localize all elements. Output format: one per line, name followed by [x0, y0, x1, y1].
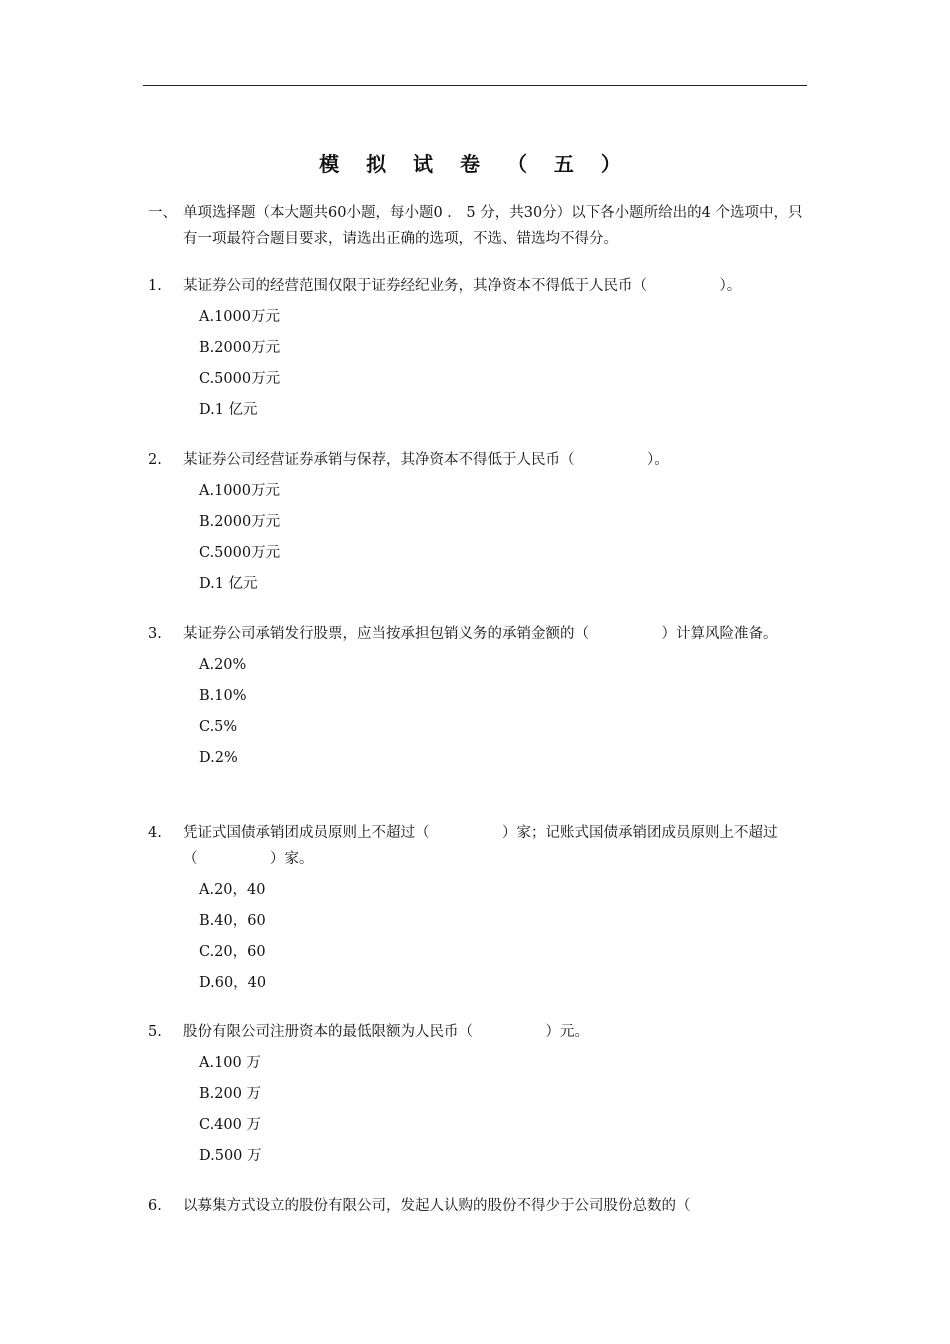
option-c: C.20，60: [199, 944, 266, 960]
option-b: B.2000万元: [199, 340, 281, 356]
option-b: B.200 万: [199, 1086, 262, 1102]
question-4: [148, 820, 810, 999]
question-number: 5.: [148, 1024, 162, 1040]
option-d: D.500 万: [199, 1148, 262, 1164]
question-stem: 以募集方式设立的股份有限公司，发起人认购的股份不得少于公司股份总数的（: [183, 1198, 691, 1214]
option-c: C.5%: [199, 719, 238, 735]
section-number: 一、: [148, 205, 177, 221]
option-b: B.2000万元: [199, 514, 281, 530]
question-stem: 某证券公司经营证券承销与保荐，其净资本不得低于人民币（ ）。: [183, 452, 669, 468]
option-c: C.5000万元: [199, 371, 281, 387]
question-1: [148, 273, 810, 426]
question-number: 6.: [148, 1198, 162, 1214]
option-a: A.100 万: [199, 1055, 261, 1071]
question-number: 2.: [148, 452, 162, 468]
question-number: 1.: [148, 278, 162, 294]
option-b: B.40，60: [199, 913, 266, 929]
question-number: 4.: [148, 825, 162, 841]
option-a: A.1000万元: [199, 483, 280, 499]
question-5: [148, 1019, 810, 1172]
header-rule: [143, 85, 807, 86]
option-list: [148, 1048, 810, 1172]
option-d: D.1 亿元: [199, 576, 258, 592]
question-stem: 凭证式国债承销团成员原则上不超过（ ）家；记账式国债承销团成员原则上不超过（ ）家。: [183, 825, 778, 867]
question-3: [148, 621, 810, 774]
question-stem: 某证券公司的经营范围仅限于证券经纪业务，其净资本不得低于人民币（ ）。: [183, 278, 742, 294]
option-list: [148, 302, 810, 426]
option-list: [148, 875, 810, 999]
exam-title: 模 拟 试 卷 （ 五 ）: [319, 152, 631, 176]
option-b: B.10%: [199, 688, 247, 704]
section-heading: [148, 200, 810, 252]
question-2: [148, 447, 810, 600]
option-list: [148, 650, 810, 774]
option-a: A.1000万元: [199, 309, 280, 325]
question-6: [148, 1193, 810, 1219]
option-d: D.60，40: [199, 975, 267, 991]
question-number: 3.: [148, 626, 162, 642]
option-c: C.400 万: [199, 1117, 261, 1133]
option-a: A.20，40: [199, 882, 266, 898]
option-d: D.2%: [199, 750, 238, 766]
section-instructions: 单项选择题（本大题共60小题，每小题0 ． 5 分，共30分）以下各小题所给出的4 个选项中，只有一项最符合题目要求，请选出正确的选项，不选、错选均不得分。: [183, 205, 803, 247]
question-stem: 股份有限公司注册资本的最低限额为人民币（ ）元。: [183, 1024, 589, 1040]
option-c: C.5000万元: [199, 545, 281, 561]
option-list: [148, 476, 810, 600]
question-stem: 某证券公司承销发行股票，应当按承担包销义务的承销金额的（ ）计算风险准备。: [183, 626, 778, 642]
option-a: A.20%: [199, 657, 247, 673]
option-d: D.1 亿元: [199, 402, 258, 418]
